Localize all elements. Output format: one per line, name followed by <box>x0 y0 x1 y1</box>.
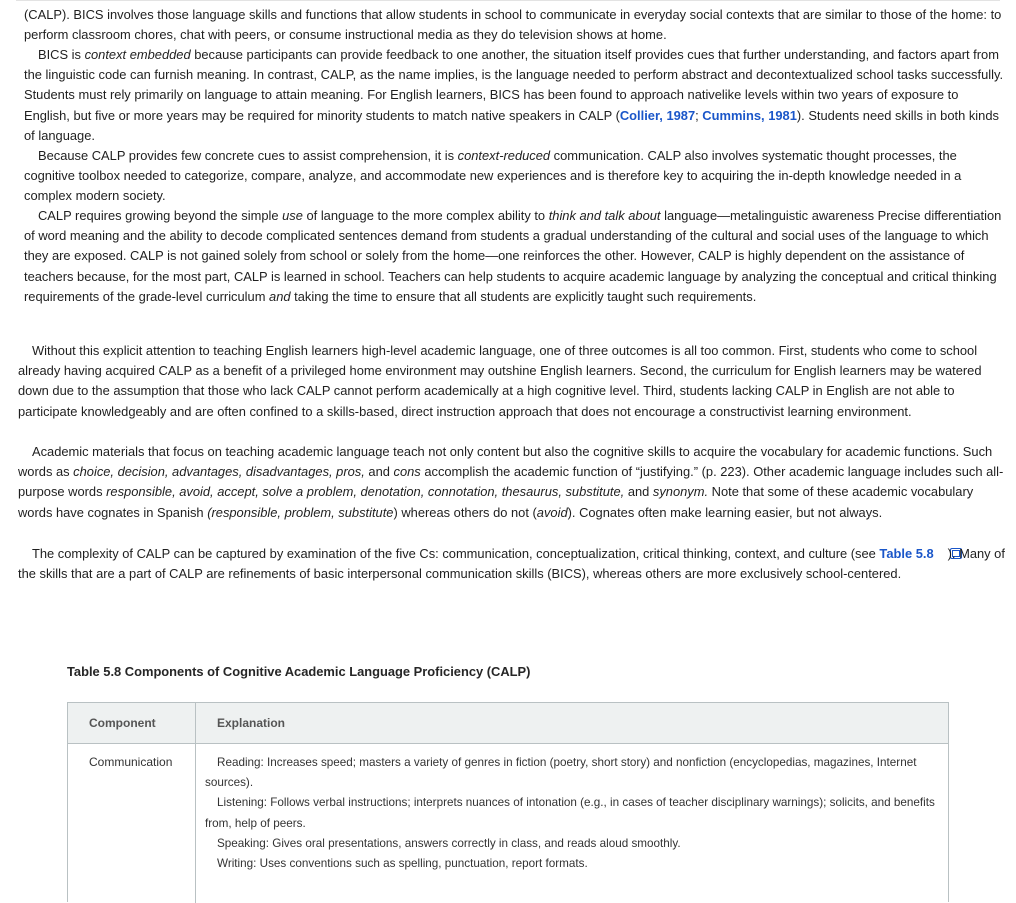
paragraph-academic-materials <box>18 442 1006 523</box>
text: taking the time to ensure that all students are explicitly taught such requirements. <box>290 288 757 304</box>
text: communication. CALP also involves systematic thought processes, the cognitive toolbox needed to categorize, compare, analyze, and accommodate new experiences and is therefore key to acquiring the in-depth knowledge needed in a complex modern society. <box>24 148 962 204</box>
text: because participants can provide feedback to one another, the situation itself provides cues that further understanding, and factors apart from the linguistic code can furnish meaning. In contrast, CALP, as the name implies, is the language needed to perform abstract and decontextualized school tasks successfully. Students must rely primarily on language to attain meaning. For English learners, BICS has been found to approach nativelike levels within two years of exposure to English, but five or more years may be required for minority students to match native speakers in CALP ( <box>24 47 1004 123</box>
column-divider <box>195 703 196 903</box>
emphasis: context embedded <box>84 47 191 62</box>
explanation-listening: Listening: Follows verbal instructions; interprets nuances of intonation (e.g., in cases of teacher disciplinary warnings); solicits, and benefits from, help of peers. <box>205 796 935 830</box>
text: ). Many of the skills that are a part of CALP are refinements of basic interpersonal communication skills (BICS), whereas others are more exclusively school-centered. <box>18 546 1005 582</box>
emphasis: responsible, avoid, accept, solve a problem, denotation, connotation, thesaurus, substitute, <box>106 484 625 500</box>
text: Academic materials that focus on teaching academic language teach not only content but also the cognitive skills to acquire the vocabulary for academic functions. Such words as <box>18 444 993 480</box>
text: The complexity of CALP can be captured by examination of the five Cs: communication, conceptualization, critical thinking, context, and culture (see <box>32 546 880 561</box>
emphasis: and <box>269 288 291 304</box>
text: language—metalinguistic awareness Precise differentiation of word meaning and the ability to decode complicated sentences demand from students a gradual understanding of the cultural and social uses of the language to which they are exposed. CALP is not gained solely from school or solely from the home—one reinforces the other. However, CALP is highly dependent on the assistance of teachers because, for the most part, CALP is learned in school. Teachers can help students to acquire academic language by analyzing the conceptual and critical thinking requirements of the grade-level curriculum <box>24 208 1002 304</box>
explanation-writing: Writing: Uses conventions such as spelling, punctuation, report formats. <box>217 857 588 871</box>
table-header-row <box>68 703 948 744</box>
calp-components-table <box>67 702 949 902</box>
text: Note that some of these academic vocabulary words have cognates in Spanish <box>18 484 974 520</box>
text: CALP requires growing beyond the simple <box>38 208 283 223</box>
emphasis: synonym. <box>652 484 709 500</box>
paragraph-calp-requirements <box>24 206 1006 307</box>
paragraph-bics-definition: (CALP). BICS involves those language skills and functions that allow students in school to communicate in everyday social contexts that are similar to those of the home: to perform classroom chores, chat with peers, or consume instructional media as they do television shows at home. <box>24 7 1002 43</box>
cell-explanation <box>205 753 943 874</box>
emphasis: choice, decision, advantages, disadvantages, pros, <box>73 464 365 480</box>
table-link[interactable]: Table 5.8 <box>879 546 934 561</box>
explanation-speaking: Speaking: Gives oral presentations, answers correctly in class, and reads aloud smoothly. <box>217 836 681 850</box>
text: ). Students need skills in both kinds of language. <box>24 107 999 143</box>
emphasis: avoid <box>536 504 568 520</box>
paragraph-three-outcomes: Without this explicit attention to teaching English learners high-level academic language, one of three outcomes is all too common. First, students who come to school already having acquired CALP as a benefit of a privileged home environment may outshine English learners. Second, the curriculum for English learners may be watered down due to the assumption that those who lack CALP cannot perform academically at a high cognitive level. Third, students lacking CALP in English are not able to participate knowledgeably and are often confined to a skills-based, direct instruction approach that does not encourage a constructivist learning environment. <box>18 343 982 419</box>
text: ; <box>695 107 703 123</box>
text: and <box>364 464 394 480</box>
paragraph-context-embedded <box>24 45 1006 146</box>
header-component: Component <box>89 716 156 730</box>
emphasis: think and talk about <box>548 208 661 223</box>
text: Because CALP provides few concrete cues to assist comprehension, it is <box>38 148 458 163</box>
text: accomplish the academic function of “justifying.” (p. 223). Other academic language includes such all-purpose words <box>18 464 1004 500</box>
top-divider <box>16 0 1000 1</box>
emphasis: context-reduced <box>457 148 551 163</box>
emphasis: use <box>282 208 303 223</box>
text: ). Cognates often make learning easier, but not always. <box>567 504 883 520</box>
citation-link-collier[interactable]: Collier, 1987 <box>619 107 696 123</box>
explanation-reading: Reading: Increases speed; masters a variety of genres in fiction (poetry, short story) and nonfiction (encyclopedias, magazines, Internet sources). <box>205 756 917 790</box>
table-caption: Table 5.8 Components of Cognitive Academic Language Proficiency (CALP) <box>67 664 531 679</box>
text: ) whereas others do not ( <box>393 504 537 520</box>
text: and <box>624 484 653 500</box>
cell-component: Communication <box>89 755 173 769</box>
external-window-icon[interactable] <box>936 545 948 556</box>
text: of language to the more complex ability to <box>302 208 549 223</box>
emphasis: cons <box>393 464 421 480</box>
emphasis: (responsible, problem, substitute <box>207 504 394 520</box>
header-explanation: Explanation <box>217 716 286 730</box>
text: BICS is <box>38 47 85 62</box>
paragraph-five-cs <box>18 544 1006 584</box>
citation-link-cummins[interactable]: Cummins, 1981 <box>702 107 797 123</box>
paragraph-context-reduced <box>24 146 1006 207</box>
